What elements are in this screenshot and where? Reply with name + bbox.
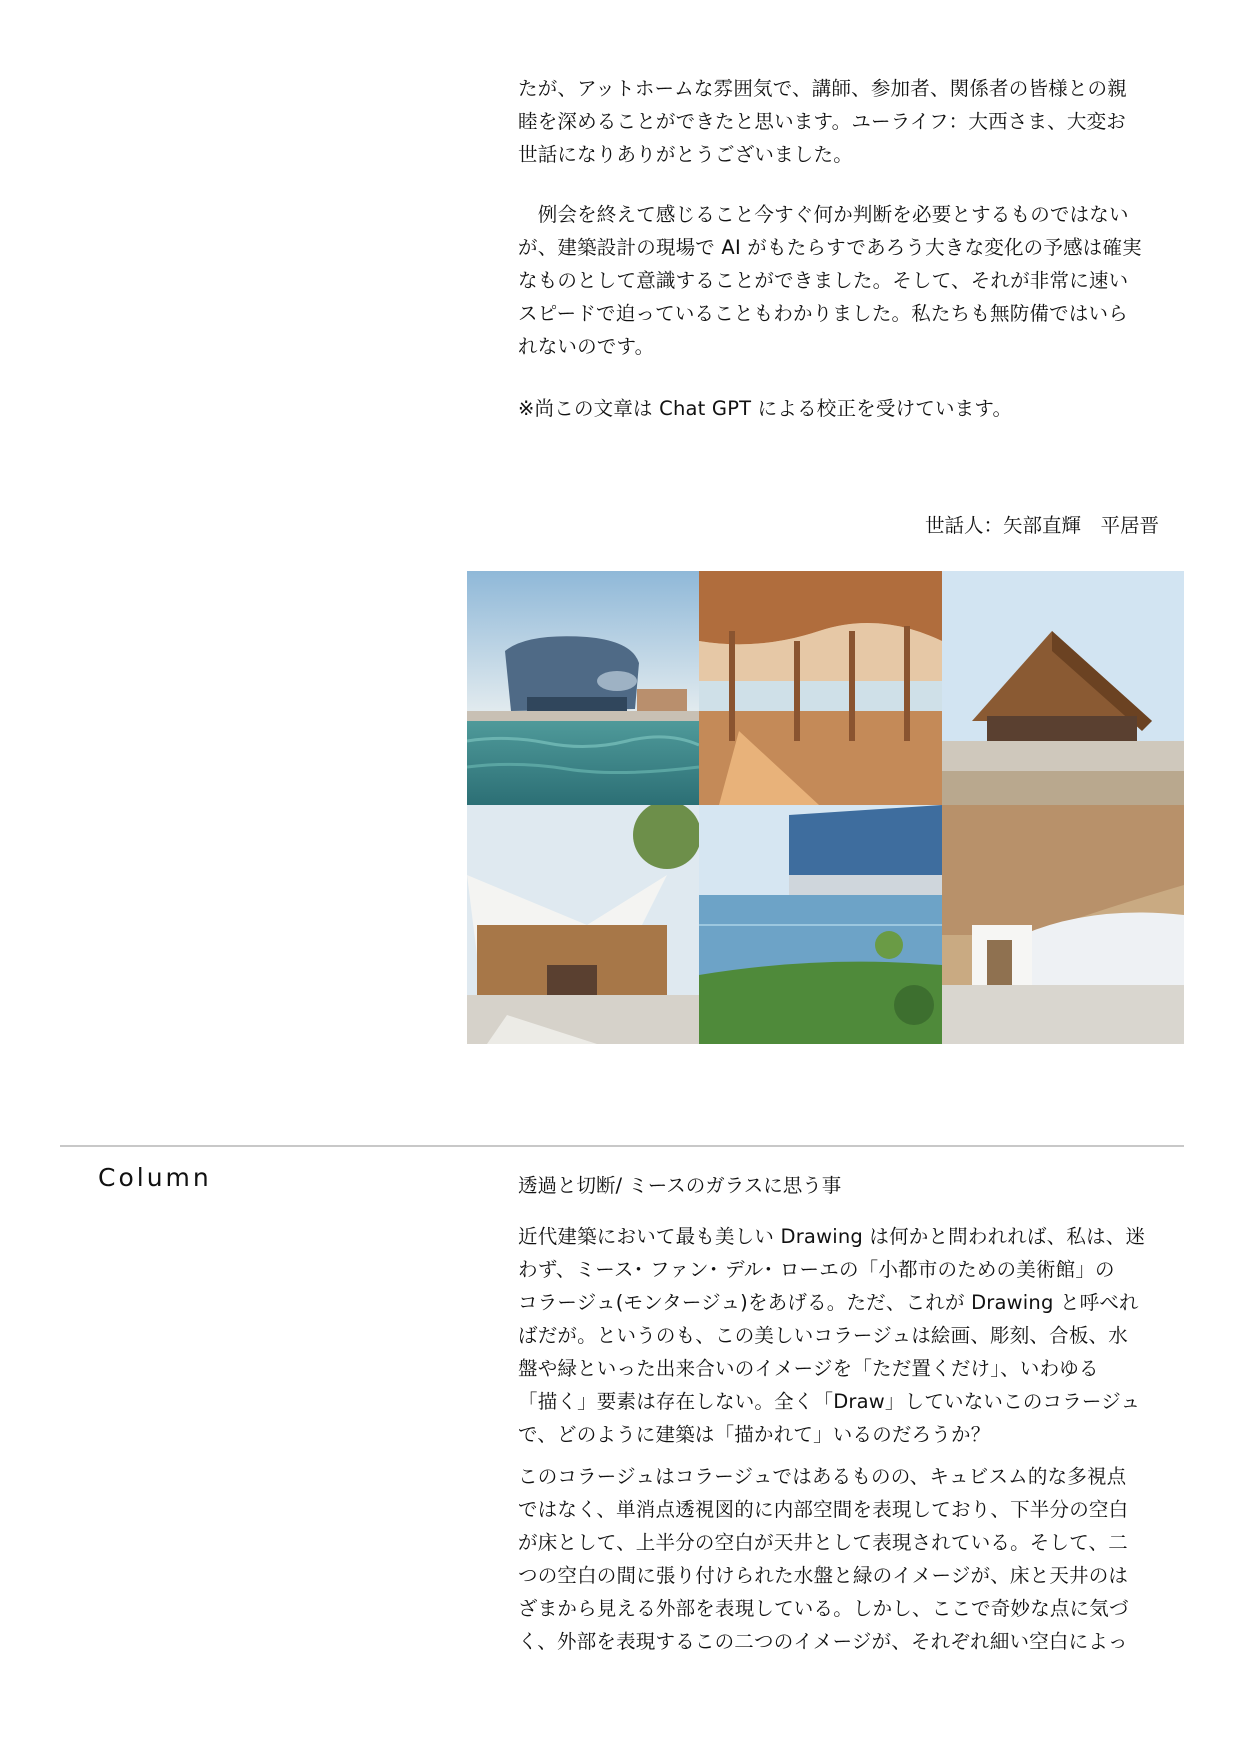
text-line: たが、アットホームな雰囲気で、講師、参加者、関係者の皆様との親	[518, 77, 1127, 100]
proofreading-note	[518, 392, 1178, 425]
text-line: で、どのように建築は「描かれて」いるのだろうか？	[518, 1423, 991, 1446]
text-line: れないのです。	[518, 335, 655, 358]
gallery-image-4	[467, 805, 699, 1044]
text-line: 「描く」要素は存在しない。全く「Draw」していないこのコラージュ	[518, 1390, 1141, 1413]
gallery-image-1	[467, 571, 699, 805]
text-line: 近代建築において最も美しい Drawing は何かと問われれば、私は、迷	[518, 1225, 1146, 1248]
text-line: が床として、上半分の空白が天井として表現されている。そして、二	[518, 1531, 1128, 1554]
text-line: が、建築設計の現場で AI がもたらすであろう大きな変化の予感は確実	[518, 236, 1142, 259]
caretaker-credit: 世話人：矢部直輝 平居晋	[924, 514, 1159, 537]
section-label: Column	[98, 1163, 212, 1192]
text-line: ※尚この文章は Chat GPT による校正を受けています。	[518, 397, 1013, 420]
column-paragraph-2	[518, 1460, 1178, 1658]
text-line: なものとして意識することができました。そして、それが非常に速い	[518, 269, 1129, 292]
gallery-image-5	[699, 805, 942, 1044]
reflection-paragraph	[518, 198, 1178, 363]
text-line: このコラージュはコラージュではあるものの、キュビスム的な多視点	[518, 1465, 1127, 1488]
text-line: ばだが。というのも、この美しいコラージュは絵画、彫刻、合板、水	[518, 1324, 1128, 1347]
text-line: つの空白の間に張り付けられた水盤と緑のイメージが、床と天井のは	[518, 1564, 1129, 1587]
text-line: スピードで迫っていることもわかりました。私たちも無防備ではいら	[518, 302, 1128, 325]
gallery-image-3	[942, 571, 1184, 805]
text-line: く、外部を表現するこの二つのイメージが、それぞれ細い空白によっ	[518, 1630, 1128, 1653]
text-line: 例会を終えて感じること今すぐ何か判断を必要とするものではない	[518, 203, 1129, 226]
text-line: 世話になりありがとうございました。	[518, 143, 853, 166]
column-title: 透過と切断/ ミースのガラスに思う事	[518, 1174, 842, 1197]
intro-paragraph	[518, 72, 1178, 171]
text-line: 睦を深めることができたと思います。ユーライフ：大西さま、大変お	[518, 110, 1126, 133]
column-paragraph-1	[518, 1220, 1178, 1451]
text-line: 盤や緑といった出来合いのイメージを「ただ置くだけ」、いわゆる	[518, 1357, 1099, 1380]
text-line: わず、ミース･ ファン･ デル･ ローエの「小都市のための美術館」の	[518, 1258, 1115, 1281]
text-line: ざまから見える外部を表現している。しかし、ここで奇妙な点に気づ	[518, 1597, 1129, 1620]
text-line: コラージュ(モンタージュ)をあげる。ただ、これが Drawing と呼べれ	[518, 1291, 1139, 1314]
gallery-image-6	[942, 805, 1184, 1044]
gallery-image-2	[699, 571, 942, 805]
ai-architecture-image-gallery	[467, 571, 1184, 1044]
section-divider	[60, 1145, 1184, 1147]
text-line: ではなく、単消点透視図的に内部空間を表現しており、下半分の空白	[518, 1498, 1129, 1521]
